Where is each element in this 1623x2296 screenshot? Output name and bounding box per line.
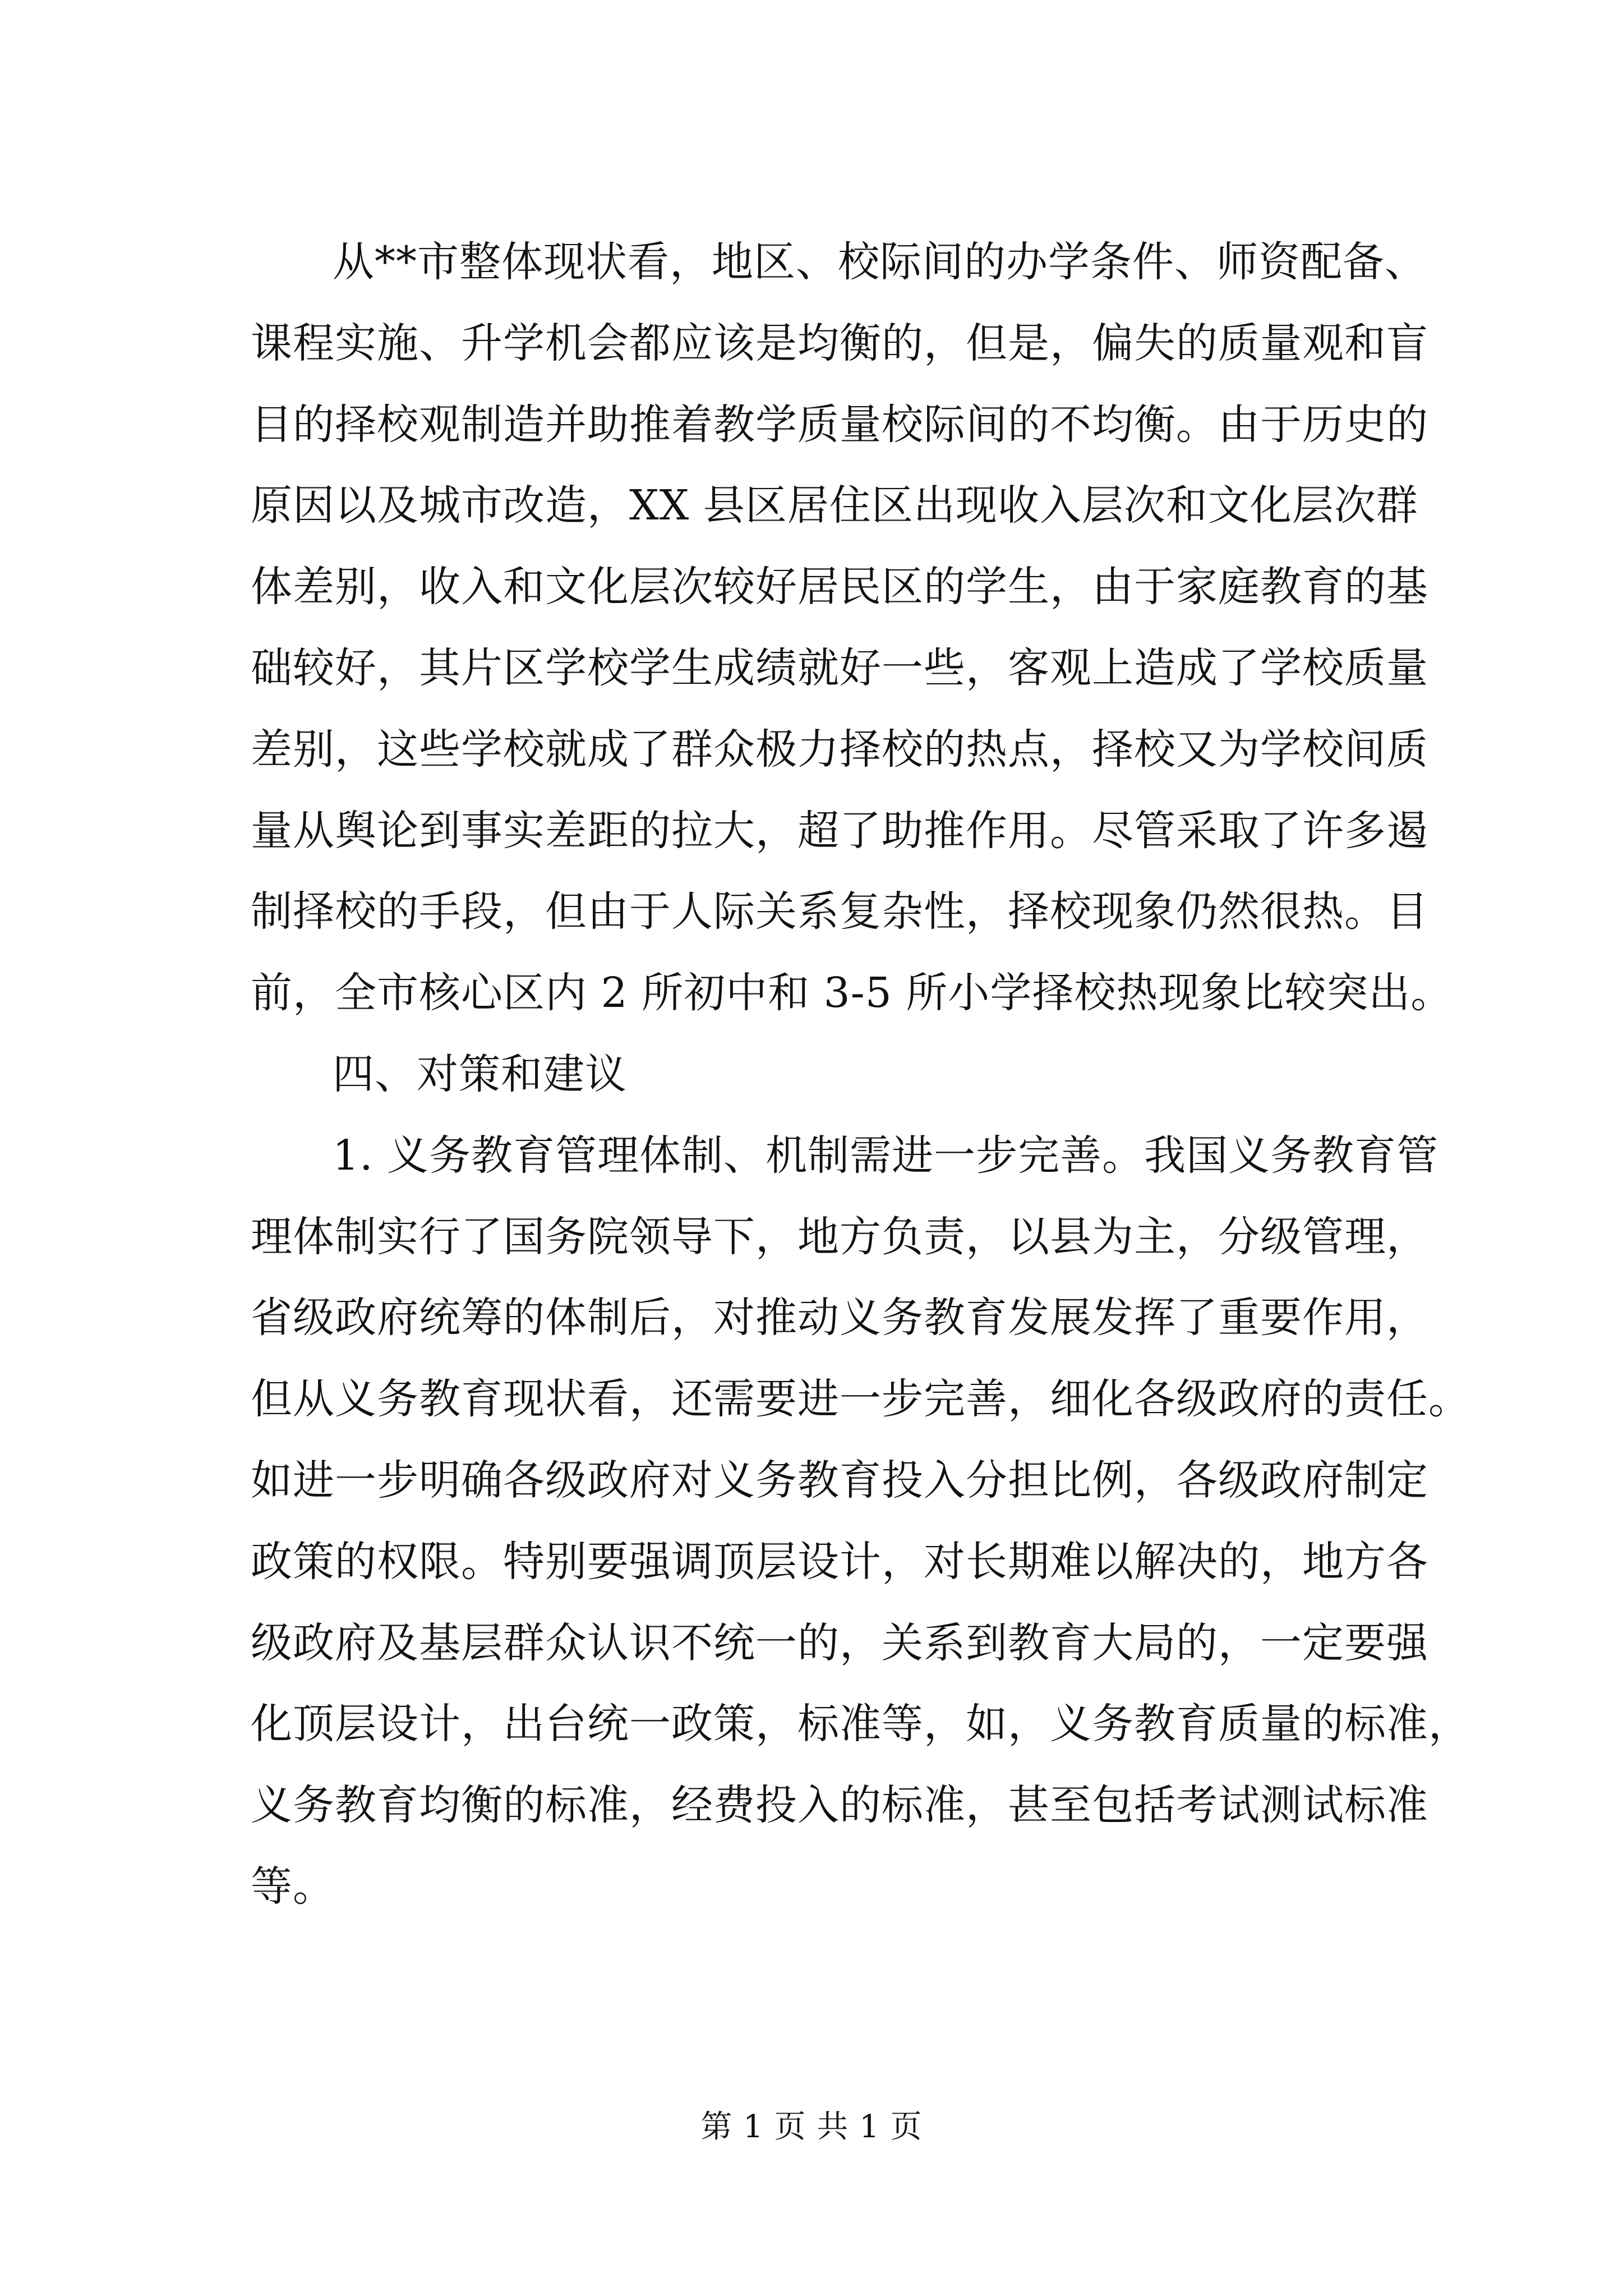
paragraph-2	[251, 1115, 1470, 1927]
paragraph-line: 政策的权限。特别要强调顶层设计，对长期难以解决的，地方各	[251, 1537, 1428, 1586]
paragraph-line: 制择校的手段，但由于人际关系复杂性，择校现象仍然很热。目	[251, 887, 1428, 936]
heading-line: 四、对策和建议	[333, 1050, 627, 1098]
paragraph-line: 如进一步明确各级政府对义务教育投入分担比例，各级政府制定	[251, 1456, 1428, 1504]
paragraph-line: 课程实施、升学机会都应该是均衡的，但是，偏失的质量观和盲	[251, 319, 1428, 367]
paragraph-line: 1. 义务教育管理体制、机制需进一步完善。我国义务教育管	[333, 1131, 1439, 1180]
paragraph-line: 量从舆论到事实差距的拉大，超了助推作用。尽管采取了许多遏	[251, 806, 1428, 855]
paragraph-line: 础较好，其片区学校学生成绩就好一些，客观上造成了学校质量	[251, 643, 1428, 692]
paragraph-line: 体差别，收入和文化层次较好居民区的学生，由于家庭教育的基	[251, 563, 1428, 611]
paragraph-line: 前，全市核心区内 2 所初中和 3-5 所小学择校热现象比较突出。	[251, 969, 1453, 1018]
page-footer: 第 1 页 共 1 页	[700, 2109, 923, 2145]
paragraph-line: 省级政府统筹的体制后，对推动义务教育发展发挥了重要作用，	[251, 1294, 1428, 1342]
paragraph-line: 但从义务教育现状看，还需要进一步完善，细化各级政府的责任。	[251, 1375, 1470, 1424]
paragraph-line: 原因以及城市改造，XX 县区居住区出现收入层次和文化层次群	[251, 481, 1418, 530]
paragraph-line: 化顶层设计，出台统一政策，标准等，如，义务教育质量的标准，	[251, 1700, 1470, 1749]
paragraph-line: 义务教育均衡的标准，经费投入的标准，甚至包括考试测试标准	[251, 1781, 1428, 1830]
paragraph-line: 级政府及基层群众认识不统一的，关系到教育大局的，一定要强	[251, 1618, 1428, 1667]
paragraph-1	[251, 222, 1453, 1034]
paragraph-line: 差别，这些学校就成了群众极力择校的热点，择校又为学校间质	[251, 725, 1428, 774]
paragraph-line: 从**市整体现状看，地区、校际间的办学条件、师资配备、	[333, 238, 1427, 286]
paragraph-line: 目的择校观制造并助推着教学质量校际间的不均衡。由于历史的	[251, 400, 1428, 449]
document-body	[251, 222, 1470, 1927]
section-heading	[251, 1034, 1417, 1115]
paragraph-line: 等。	[251, 1862, 335, 1911]
paragraph-line: 理体制实行了国务院领导下，地方负责，以县为主，分级管理，	[251, 1212, 1428, 1261]
